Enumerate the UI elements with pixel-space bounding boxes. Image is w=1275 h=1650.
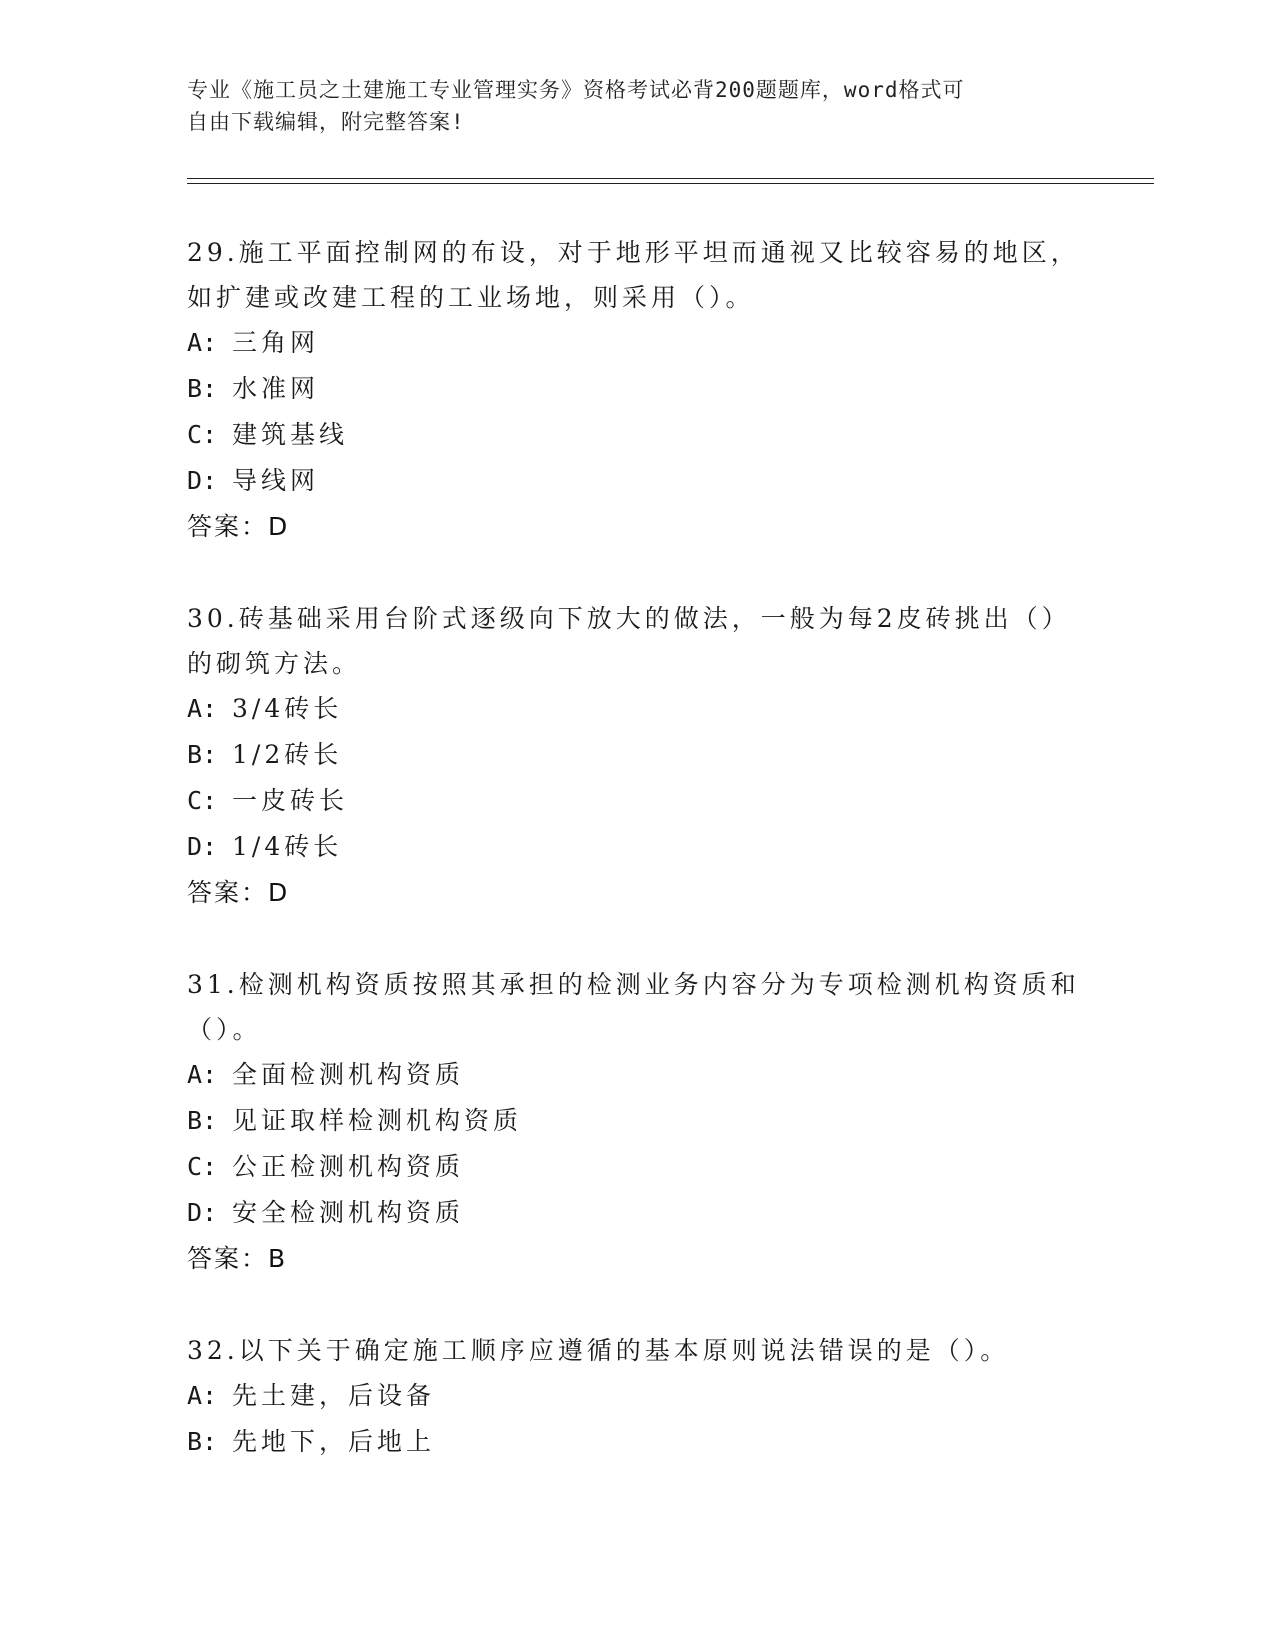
question-stem-line: 29.施工平面控制网的布设，对于地形平坦而通视又比较容易的地区， [187,238,1080,267]
question-stem [187,230,1087,320]
option-key: A: [187,1060,218,1089]
option-text: 一皮砖长 [232,786,349,815]
option-d [187,824,1087,870]
option-key: B: [187,1427,218,1456]
question-stem [187,962,1087,1052]
header-line-1: 专业《施工员之土建施工专业管理实务》资格考试必背200题题库，word格式可 [187,78,965,102]
answer-line: 答案：D [187,512,290,541]
option-key: C: [187,1152,218,1181]
question-stem [187,1328,1087,1373]
question-29 [187,230,1087,550]
option-a [187,320,1087,366]
option-text: 三角网 [232,328,320,357]
option-key: A: [187,1381,218,1410]
option-c [187,412,1087,458]
option-text: 建筑基线 [232,420,349,449]
header-double-rule [187,178,1154,184]
question-stem-line: （）。 [187,1015,262,1044]
option-text: 先地下，后地上 [232,1427,436,1456]
option-text: 见证取样检测机构资质 [232,1106,523,1135]
question-stem-line: 30.砖基础采用台阶式逐级向下放大的做法，一般为每2皮砖挑出（） [187,604,1071,633]
option-text: 安全检测机构资质 [232,1198,465,1227]
option-key: D: [187,1198,218,1227]
option-d [187,458,1087,504]
option-key: C: [187,420,218,449]
answer-line: 答案：D [187,878,290,907]
option-text: 1/2砖长 [232,740,343,769]
option-d [187,1190,1087,1236]
header-line-2: 自由下载编辑，附完整答案! [187,110,465,134]
question-stem-line: 32.以下关于确定施工顺序应遵循的基本原则说法错误的是（）。 [187,1336,1010,1365]
question-stem-line: 如扩建或改建工程的工业场地，则采用（）。 [187,283,755,312]
option-b [187,1098,1087,1144]
option-key: A: [187,328,218,357]
question-31 [187,962,1087,1282]
option-text: 公正检测机构资质 [232,1152,465,1181]
option-b [187,366,1087,412]
question-stem-line: 31.检测机构资质按照其承担的检测业务内容分为专项检测机构资质和 [187,970,1080,999]
option-key: A: [187,694,218,723]
option-text: 导线网 [232,466,320,495]
question-stem-line: 的砌筑方法。 [187,649,362,678]
option-c [187,778,1087,824]
option-b [187,1419,1087,1465]
option-key: C: [187,786,218,815]
option-key: B: [187,1106,218,1135]
option-key: D: [187,466,218,495]
question-stem [187,596,1087,686]
option-text: 全面检测机构资质 [232,1060,465,1089]
option-a [187,686,1087,732]
option-key: D: [187,832,218,861]
option-c [187,1144,1087,1190]
option-text: 水准网 [232,374,320,403]
option-text: 先土建，后设备 [232,1381,436,1410]
question-30 [187,596,1087,916]
document-header [187,74,1067,138]
option-text: 3/4砖长 [232,694,343,723]
option-text: 1/4砖长 [232,832,343,861]
option-key: B: [187,374,218,403]
question-32 [187,1328,1087,1465]
option-a [187,1052,1087,1098]
option-a [187,1373,1087,1419]
option-key: B: [187,740,218,769]
option-b [187,732,1087,778]
question-list [187,230,1087,1511]
answer-line: 答案：B [187,1244,288,1273]
